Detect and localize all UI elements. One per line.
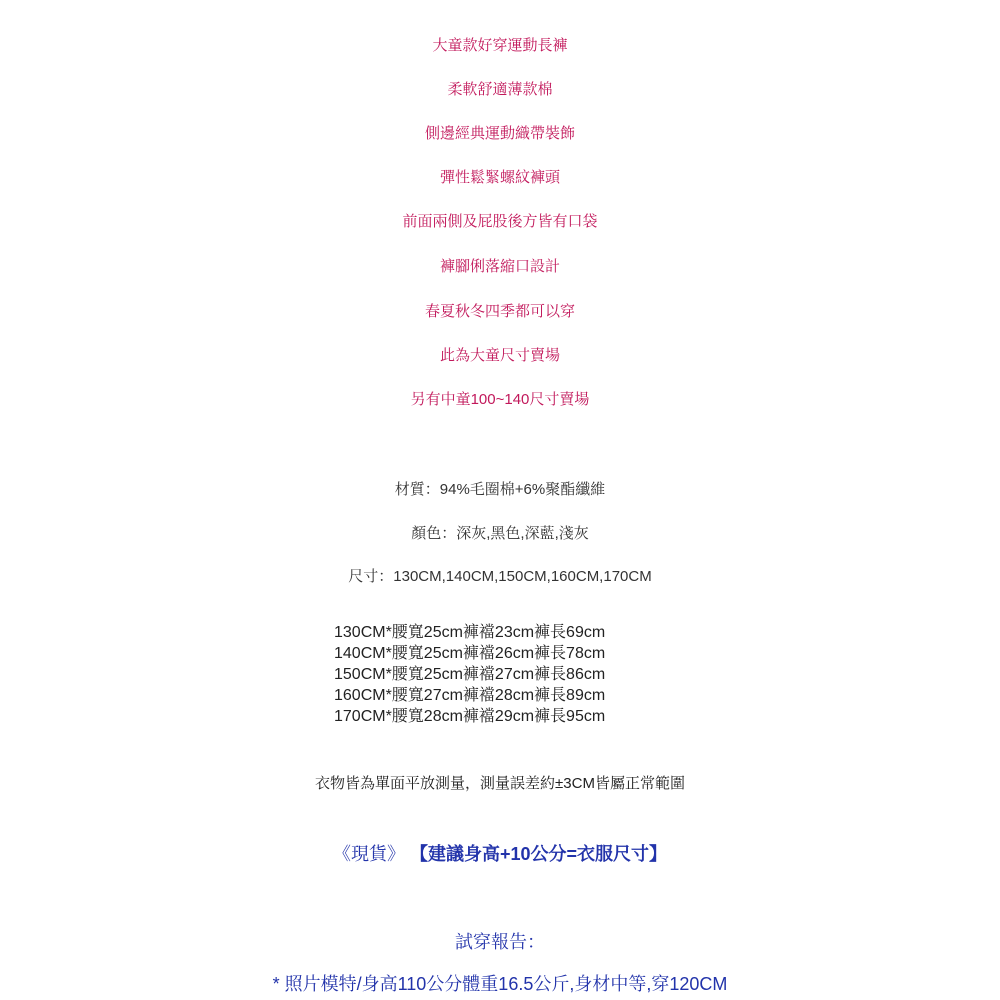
size-table-row: 170CM*腰寬28cm褲襠29cm褲長95cm [334,708,606,725]
feature-line: 大童款好穿運動長褲 [432,37,568,54]
color-spec: 顏色：深灰,黑色,深藍,淺灰 [411,525,589,542]
feature-line: 此為大童尺寸賣場 [439,347,560,364]
size-table-row: 130CM*腰寬25cm褲襠23cm褲長69cm [334,624,606,641]
size-table-row: 160CM*腰寬27cm褲襠28cm褲長89cm [334,687,606,704]
stock-advice [0,840,1000,866]
size-spec: 尺寸：130CM,140CM,150CM,160CM,170CM [348,568,652,585]
try-on-detail: * 照片模特/身高110公分體重16.5公斤,身材中等,穿120CM [272,974,728,994]
stock-status: 《現貨》 [332,844,405,864]
measurement-note: 衣物皆為單面平放測量，測量誤差約±3CM皆屬正常範圍 [315,775,685,792]
size-table [334,622,605,727]
feature-line: 褲腳俐落縮口設計 [439,258,560,275]
feature-line: 春夏秋冬四季都可以穿 [424,303,575,320]
size-advice: 【建議身高+10公分=衣服尺寸】 [409,844,668,864]
feature-line: 側邊經典運動織帶裝飾 [424,125,575,142]
feature-line: 另有中童100~140尺寸賣場 [410,391,590,408]
feature-line: 彈性鬆緊螺紋褲頭 [439,169,560,186]
size-table-row: 150CM*腰寬25cm褲襠27cm褲長86cm [334,666,606,683]
size-table-row: 140CM*腰寬25cm褲襠26cm褲長78cm [334,645,606,662]
material-spec: 材質：94%毛圈棉+6%聚酯纖維 [394,481,606,498]
feature-line: 柔軟舒適薄款棉 [447,81,553,98]
feature-line: 前面兩側及屁股後方皆有口袋 [402,213,598,230]
try-on-heading: 試穿報告： [455,932,545,952]
